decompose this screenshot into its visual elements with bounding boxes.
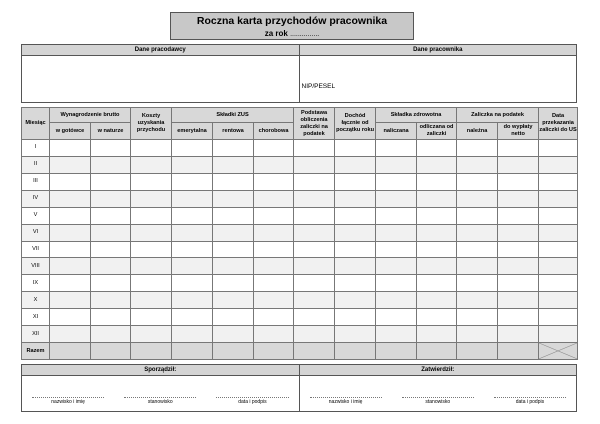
year-placeholder: ............... xyxy=(290,31,320,38)
prepared-name-label: nazwisko i imię xyxy=(51,399,85,405)
table-cell[interactable] xyxy=(91,241,131,258)
table-cell[interactable] xyxy=(254,140,294,157)
table-cell[interactable] xyxy=(457,207,498,224)
col-to-pay: do wypłaty netto xyxy=(498,123,539,140)
table-cell[interactable] xyxy=(294,241,335,258)
table-cell[interactable] xyxy=(376,173,417,190)
approved-position-label: stanowisko xyxy=(425,399,451,405)
table-cell[interactable] xyxy=(457,241,498,258)
col-pension: emerytalna xyxy=(172,123,213,140)
table-cell[interactable] xyxy=(294,173,335,190)
table-cell[interactable] xyxy=(376,292,417,309)
table-cell[interactable] xyxy=(254,241,294,258)
table-cell[interactable] xyxy=(417,292,457,309)
col-month: Miesiąc xyxy=(22,108,50,140)
table-cell[interactable] xyxy=(417,343,457,360)
table-cell[interactable] xyxy=(172,275,213,292)
table-cell[interactable] xyxy=(50,343,91,360)
table-cell[interactable] xyxy=(131,275,172,292)
table-cell[interactable] xyxy=(417,173,457,190)
prepared-box xyxy=(22,365,299,411)
prepared-name-field[interactable] xyxy=(22,397,114,405)
table-cell[interactable] xyxy=(91,326,131,343)
table-cell[interactable] xyxy=(213,326,254,343)
table-cell[interactable] xyxy=(50,275,91,292)
table-cell[interactable] xyxy=(50,173,91,190)
month-label: IV xyxy=(22,190,50,207)
income-table xyxy=(21,107,578,360)
col-advance-due: należna xyxy=(457,123,498,140)
table-cell[interactable] xyxy=(131,140,172,157)
col-transfer-date: Data przekazania zaliczki do US xyxy=(539,108,578,140)
table-cell[interactable] xyxy=(172,173,213,190)
table-cell[interactable] xyxy=(213,241,254,258)
month-label: X xyxy=(22,292,50,309)
table-cell[interactable] xyxy=(254,156,294,173)
crossed-out-cell xyxy=(539,343,578,360)
table-cell[interactable] xyxy=(498,224,539,241)
month-label: I xyxy=(22,140,50,157)
table-cell[interactable] xyxy=(417,224,457,241)
col-health: Składka zdrowotna xyxy=(376,108,457,123)
col-health-calc: naliczana xyxy=(376,123,417,140)
table-cell[interactable] xyxy=(91,258,131,275)
table-cell[interactable] xyxy=(131,173,172,190)
table-cell[interactable] xyxy=(50,309,91,326)
employee-box xyxy=(299,45,577,102)
table-cell[interactable] xyxy=(294,190,335,207)
table-cell[interactable] xyxy=(172,207,213,224)
col-disability: rentowa xyxy=(213,123,254,140)
table-cell[interactable] xyxy=(91,207,131,224)
table-cell[interactable] xyxy=(457,343,498,360)
table-cell[interactable] xyxy=(457,309,498,326)
table-cell[interactable] xyxy=(213,275,254,292)
table-cell[interactable] xyxy=(213,207,254,224)
table-cell[interactable] xyxy=(417,190,457,207)
table-cell[interactable] xyxy=(91,190,131,207)
table-cell[interactable] xyxy=(172,343,213,360)
table-cell[interactable] xyxy=(131,343,172,360)
table-cell[interactable] xyxy=(131,207,172,224)
table-cell[interactable] xyxy=(498,309,539,326)
table-cell[interactable] xyxy=(213,343,254,360)
table-cell[interactable] xyxy=(131,326,172,343)
table-cell[interactable] xyxy=(498,207,539,224)
col-sickness: chorobowa xyxy=(254,123,294,140)
table-cell[interactable] xyxy=(498,156,539,173)
table-row xyxy=(22,292,578,309)
table-cell[interactable] xyxy=(539,207,578,224)
table-cell[interactable] xyxy=(417,309,457,326)
table-cell[interactable] xyxy=(335,140,376,157)
col-advance: Zaliczka na podatek xyxy=(457,108,539,123)
approved-box xyxy=(299,365,577,411)
table-cell[interactable] xyxy=(91,156,131,173)
table-cell[interactable] xyxy=(131,224,172,241)
table-cell[interactable] xyxy=(172,224,213,241)
table-cell[interactable] xyxy=(294,258,335,275)
table-cell[interactable] xyxy=(539,326,578,343)
form-title-box xyxy=(170,12,414,40)
table-cell[interactable] xyxy=(417,207,457,224)
table-cell[interactable] xyxy=(376,207,417,224)
total-label: Razem xyxy=(22,343,50,360)
month-label: VIII xyxy=(22,258,50,275)
table-cell[interactable] xyxy=(335,343,376,360)
table-cell[interactable] xyxy=(254,173,294,190)
table-cell[interactable] xyxy=(376,258,417,275)
month-label: XI xyxy=(22,309,50,326)
table-cell[interactable] xyxy=(376,190,417,207)
signature-section xyxy=(21,364,577,412)
table-cell[interactable] xyxy=(498,140,539,157)
table-cell[interactable] xyxy=(376,343,417,360)
employer-heading: Dane pracodawcy xyxy=(22,45,299,56)
month-label: III xyxy=(22,173,50,190)
table-cell[interactable] xyxy=(213,258,254,275)
table-cell[interactable] xyxy=(50,207,91,224)
table-cell[interactable] xyxy=(376,156,417,173)
table-cell[interactable] xyxy=(254,258,294,275)
table-cell[interactable] xyxy=(376,309,417,326)
approved-date-label: data i podpis xyxy=(515,399,545,405)
table-cell[interactable] xyxy=(294,140,335,157)
approved-date-field[interactable] xyxy=(484,397,576,405)
table-cell[interactable] xyxy=(376,140,417,157)
table-cell[interactable] xyxy=(213,140,254,157)
table-cell[interactable] xyxy=(539,190,578,207)
table-cell[interactable] xyxy=(335,292,376,309)
table-cell[interactable] xyxy=(254,190,294,207)
month-label: II xyxy=(22,156,50,173)
table-row xyxy=(22,275,578,292)
approved-position-field[interactable] xyxy=(392,397,484,405)
table-cell[interactable] xyxy=(335,241,376,258)
table-cell[interactable] xyxy=(213,190,254,207)
table-cell[interactable] xyxy=(50,156,91,173)
table-cell[interactable] xyxy=(131,190,172,207)
table-cell[interactable] xyxy=(131,241,172,258)
table-cell[interactable] xyxy=(172,326,213,343)
table-cell[interactable] xyxy=(131,156,172,173)
table-cell[interactable] xyxy=(417,140,457,157)
table-cell[interactable] xyxy=(91,309,131,326)
table-row xyxy=(22,241,578,258)
table-cell[interactable] xyxy=(294,292,335,309)
table-cell[interactable] xyxy=(172,258,213,275)
prepared-date-field[interactable] xyxy=(206,397,298,405)
table-cell[interactable] xyxy=(498,258,539,275)
table-cell[interactable] xyxy=(254,275,294,292)
table-row xyxy=(22,309,578,326)
table-cell[interactable] xyxy=(50,140,91,157)
form-year xyxy=(171,28,413,40)
table-cell[interactable] xyxy=(335,275,376,292)
table-cell[interactable] xyxy=(417,241,457,258)
table-row xyxy=(22,224,578,241)
table-cell[interactable] xyxy=(131,309,172,326)
col-zus: Składki ZUS xyxy=(172,108,294,123)
table-cell[interactable] xyxy=(91,140,131,157)
approved-name-field[interactable] xyxy=(300,397,392,405)
table-cell[interactable] xyxy=(457,140,498,157)
table-cell[interactable] xyxy=(539,241,578,258)
table-row xyxy=(22,156,578,173)
table-cell[interactable] xyxy=(254,309,294,326)
table-row xyxy=(22,190,578,207)
col-costs: Koszty uzyskania przychodu xyxy=(131,108,172,140)
table-cell[interactable] xyxy=(417,326,457,343)
table-cell[interactable] xyxy=(294,224,335,241)
table-cell[interactable] xyxy=(335,326,376,343)
table-cell[interactable] xyxy=(294,207,335,224)
table-cell[interactable] xyxy=(376,275,417,292)
table-cell[interactable] xyxy=(335,224,376,241)
table-cell[interactable] xyxy=(91,173,131,190)
table-row xyxy=(22,140,578,157)
table-cell[interactable] xyxy=(539,140,578,157)
cross-mark-icon xyxy=(539,343,577,359)
table-cell[interactable] xyxy=(254,343,294,360)
table-cell[interactable] xyxy=(498,190,539,207)
table-row xyxy=(22,326,578,343)
table-cell[interactable] xyxy=(294,309,335,326)
table-cell[interactable] xyxy=(294,343,335,360)
table-cell[interactable] xyxy=(50,292,91,309)
table-cell[interactable] xyxy=(254,224,294,241)
table-cell[interactable] xyxy=(172,241,213,258)
table-cell[interactable] xyxy=(335,156,376,173)
col-health-deducted: odliczana od zaliczki xyxy=(417,123,457,140)
employer-box xyxy=(22,45,299,102)
year-label: za rok xyxy=(264,29,288,38)
table-cell[interactable] xyxy=(131,258,172,275)
table-cell[interactable] xyxy=(376,224,417,241)
table-cell[interactable] xyxy=(50,190,91,207)
table-cell[interactable] xyxy=(539,156,578,173)
table-cell[interactable] xyxy=(457,190,498,207)
table-cell[interactable] xyxy=(335,207,376,224)
table-cell[interactable] xyxy=(539,275,578,292)
table-row xyxy=(22,173,578,190)
prepared-date-label: data i podpis xyxy=(238,399,267,405)
table-cell[interactable] xyxy=(539,309,578,326)
table-cell[interactable] xyxy=(498,275,539,292)
table-row xyxy=(22,207,578,224)
prepared-heading: Sporządził: xyxy=(22,365,299,376)
col-tax-base: Podstawa obliczenia zaliczki na podatek xyxy=(294,108,335,140)
employee-heading: Dane pracownika xyxy=(300,45,577,56)
table-cell[interactable] xyxy=(254,292,294,309)
table-cell[interactable] xyxy=(417,275,457,292)
parties-section xyxy=(21,44,577,103)
table-cell[interactable] xyxy=(91,224,131,241)
table-cell[interactable] xyxy=(50,326,91,343)
table-cell[interactable] xyxy=(457,275,498,292)
table-cell[interactable] xyxy=(498,241,539,258)
table-cell[interactable] xyxy=(213,156,254,173)
table-cell[interactable] xyxy=(457,173,498,190)
table-cell[interactable] xyxy=(294,156,335,173)
col-in-kind: w naturze xyxy=(91,123,131,140)
nip-pesel-label: NIP/PESEL xyxy=(301,83,336,90)
table-cell[interactable] xyxy=(294,275,335,292)
table-cell[interactable] xyxy=(50,224,91,241)
prepared-position-label: stanowisko xyxy=(147,399,173,405)
table-cell[interactable] xyxy=(335,173,376,190)
approved-heading: Zatwierdził: xyxy=(300,365,577,376)
table-cell[interactable] xyxy=(335,190,376,207)
table-cell[interactable] xyxy=(498,292,539,309)
table-cell[interactable] xyxy=(254,326,294,343)
table-cell[interactable] xyxy=(50,258,91,275)
table-cell[interactable] xyxy=(91,343,131,360)
table-cell[interactable] xyxy=(539,173,578,190)
table-cell[interactable] xyxy=(131,292,172,309)
table-cell[interactable] xyxy=(498,173,539,190)
col-gross: Wynagrodzenie brutto xyxy=(50,108,131,123)
table-cell[interactable] xyxy=(91,292,131,309)
table-cell[interactable] xyxy=(50,241,91,258)
table-cell[interactable] xyxy=(335,258,376,275)
month-label: IX xyxy=(22,275,50,292)
table-cell[interactable] xyxy=(91,275,131,292)
table-cell[interactable] xyxy=(498,343,539,360)
table-cell[interactable] xyxy=(172,156,213,173)
table-cell[interactable] xyxy=(376,326,417,343)
form-title: Roczna karta przychodów pracownika xyxy=(196,15,388,27)
approved-name-label: nazwisko i imię xyxy=(328,399,363,405)
table-cell[interactable] xyxy=(457,258,498,275)
month-label: XII xyxy=(22,326,50,343)
table-cell[interactable] xyxy=(172,190,213,207)
table-cell[interactable] xyxy=(294,326,335,343)
table-cell[interactable] xyxy=(417,258,457,275)
table-cell[interactable] xyxy=(539,224,578,241)
table-cell[interactable] xyxy=(457,326,498,343)
table-cell[interactable] xyxy=(417,156,457,173)
table-cell[interactable] xyxy=(213,173,254,190)
month-label: V xyxy=(22,207,50,224)
prepared-position-field[interactable] xyxy=(114,397,206,405)
table-cell[interactable] xyxy=(376,241,417,258)
table-cell[interactable] xyxy=(172,309,213,326)
table-cell[interactable] xyxy=(254,207,294,224)
total-row xyxy=(22,343,578,360)
table-cell[interactable] xyxy=(457,292,498,309)
table-row xyxy=(22,258,578,275)
table-cell[interactable] xyxy=(213,224,254,241)
table-cell[interactable] xyxy=(498,326,539,343)
month-label: VII xyxy=(22,241,50,258)
table-cell[interactable] xyxy=(213,292,254,309)
col-income: Dochód łącznie od początku roku xyxy=(335,108,376,140)
table-cell[interactable] xyxy=(539,258,578,275)
col-cash: w gotówce xyxy=(50,123,91,140)
table-cell[interactable] xyxy=(335,309,376,326)
table-cell[interactable] xyxy=(172,292,213,309)
table-cell[interactable] xyxy=(213,309,254,326)
table-cell[interactable] xyxy=(457,156,498,173)
table-cell[interactable] xyxy=(539,292,578,309)
table-cell[interactable] xyxy=(457,224,498,241)
month-label: VI xyxy=(22,224,50,241)
table-cell[interactable] xyxy=(172,140,213,157)
